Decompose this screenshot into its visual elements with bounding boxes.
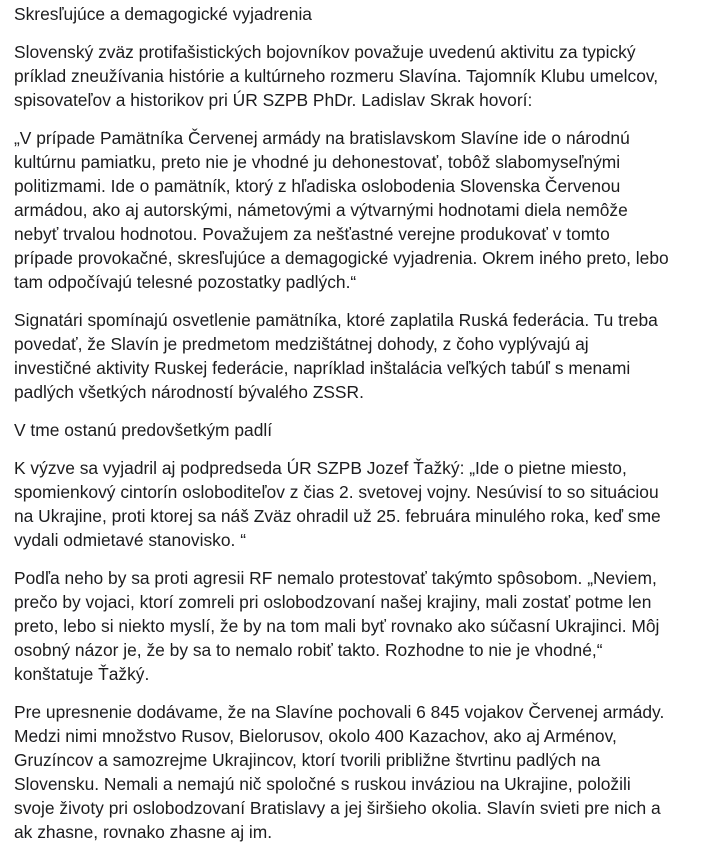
paragraph-signatories-lighting: Signatári spomínajú osvetlenie pamätníka, ktoré zaplatila Ruská federácia. Tu treba povedať, že Slavín je predmetom medzištátnej dohody, z čoho vyplývajú aj investičné aktivity Ruskej federácie, napríklad inštalácia veľkých tabúľ s menami padlých všetkých národností bývalého ZSSR. — [14, 310, 658, 402]
paragraph-szpb-statement: Slovenský zväz protifašistických bojovníkov považuje uvedenú aktivitu za typický príklad zneužívania histórie a kultúrneho rozmeru Slavína. Tajomník Klubu umelcov, spisovateľov a historikov pri ÚR SZPB PhDr. Ladislav Skrak hovorí: — [14, 42, 659, 110]
section-heading-fallen-in-dark: V tme ostanú predovšetkým padlí — [14, 420, 273, 440]
section-heading-distorting-statements: Skresľujúce a demagogické vyjadrenia — [14, 4, 312, 24]
paragraph-skrak-quote: „V prípade Pamätníka Červenej armády na bratislavskom Slavíne ide o národnú kultúrnu pamiatku, preto nie je vhodné ju dehonestovať, tobôž slabomyseľnými politizmami. Ide o pamätník, ktorý z hľadiska oslobodenia Slovenska Červenou armádou, ako aj autorskými, námetovými a výtvarnými hodnotami diela nemôže nebyť trvalou hodnotou. Považujem za nešťastné verejne produkovať v tomto prípade provokačné, skresľujúce a demagogické vyjadrenia. Okrem iného preto, lebo tam odpočívajú telesné pozostatky padlých.“ — [14, 128, 669, 292]
paragraph-buried-soldiers: Pre upresnenie dodávame, že na Slavíne pochovali 6 845 vojakov Červenej armády. Medzi nimi množstvo Rusov, Bielorusov, okolo 400 Kazachov, ako aj Arménov, Gruzíncov a samozrejme Ukrajincov, ktorí tvorili približne štvrtinu padlých na Slovensku. Nemali a nemajú nič spoločné s ruskou inváziou na Ukrajine, položili svoje životy pri oslobodzovaní Bratislavy a jej širšieho okolia. Slavín svieti pre nich a ak zhasne, rovnako zhasne aj im. — [14, 702, 665, 842]
paragraph-tazky-quote: K výzve sa vyjadril aj podpredseda ÚR SZPB Jozef Ťažký: „Ide o pietne miesto, spomienkový cintorín osloboditeľov z čias 2. svetovej vojny. Nesúvisí to so situáciou na Ukrajine, proti ktorej sa náš Zväz ohradil už 25. februára minulého roka, keď sme vydali odmietavé stanovisko. “ — [14, 458, 661, 550]
paragraph-protest-opinion: Podľa neho by sa proti agresii RF nemalo protestovať takýmto spôsobom. „Neviem, prečo by vojaci, ktorí zomreli pri oslobodzovaní našej krajiny, mali zostať potme len preto, lebo si niekto myslí, že by na tom mali byť rovnako ako súčasní Ukrajinci. Môj osobný názor je, že by sa to nemalo robiť takto. Rozhodne to nie je vhodné,“ konštatuje Ťažký. — [14, 568, 660, 684]
